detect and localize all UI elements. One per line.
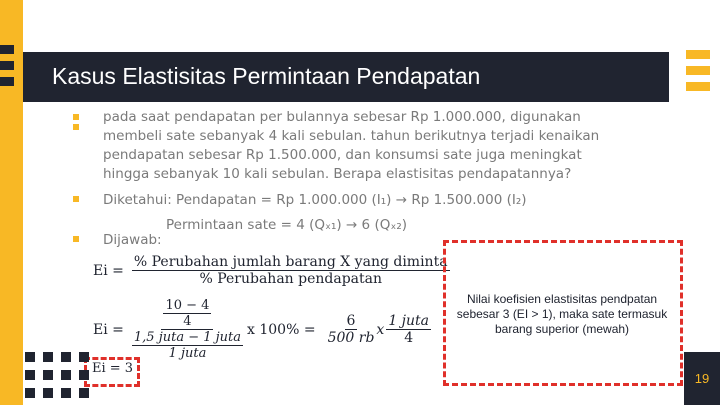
decor-dot-grid [25, 352, 89, 398]
formula-ei: Ei = [93, 262, 124, 279]
elasticity-formula [93, 254, 450, 287]
calc-frac2-num: 6 [346, 313, 356, 329]
conclusion-note: Nilai koefisien elastisitas pendpatan sebesar 3 (EI > 1), maka sate termasuk barang superior (mewah) [456, 292, 668, 336]
formula-fraction [132, 254, 450, 287]
dijawab-label: Dijawab: [103, 232, 162, 248]
calc-percent: x 100% = [247, 321, 316, 338]
calc-top-num: 10 − 4 [165, 298, 210, 313]
bullet-icon [73, 114, 79, 120]
decor-lines-left [0, 45, 14, 93]
bullet-icon [73, 196, 79, 202]
calc-fraction-2 [328, 313, 375, 346]
calc-frac3-den: 4 [404, 330, 414, 346]
slide-title: Kasus Elastisitas Permintaan Pendapatan [52, 63, 481, 89]
calc-bot-num: 1,5 juta − 1 juta [133, 330, 242, 345]
bullet-icon [73, 236, 79, 242]
calc-top-den: 4 [183, 314, 192, 329]
calc-main-denominator [132, 330, 243, 361]
calc-frac2-den: 500 rb [327, 330, 375, 346]
calc-times: x [376, 321, 385, 338]
calc-ei: Ei = [93, 321, 124, 338]
result-text: Ei = 3 [92, 361, 134, 376]
decor-lines-right [686, 50, 710, 98]
calc-bot-den: 1 juta [168, 346, 207, 361]
diketahui-line-2: Permintaan sate = 4 (Qₓ₁) → 6 (Qₓ₂) [166, 217, 408, 233]
bullet-icon [73, 124, 79, 130]
diketahui-line-1: Diketahui: Pendapatan = Rp 1.000.000 (I₁) → Rp 1.500.000 (I₂) [103, 192, 527, 208]
calculation [93, 298, 431, 361]
page-number: 19 [684, 352, 720, 405]
calc-fraction-3 [386, 313, 431, 346]
calc-main-numerator [161, 298, 213, 330]
formula-numerator: % Perubahan jumlah barang X yang diminta [133, 254, 448, 270]
calc-main-fraction [132, 298, 243, 361]
problem-paragraph: pada saat pendapatan per bulannya sebesar Rp 1.000.000, digunakan membeli sate sebanyak 4 kali sebulan. tahun berikutnya terjadi kenaikan pendapatan sebesar Rp 1.500.000, dan konsumsi sate juga meningkat hingga sebanyak 10 kali sebulan. Berapa elastisitas pendapatannya? [103, 109, 600, 182]
calc-frac3-num: 1 juta [388, 313, 429, 329]
formula-denominator: % Perubahan pendapatan [199, 271, 382, 287]
